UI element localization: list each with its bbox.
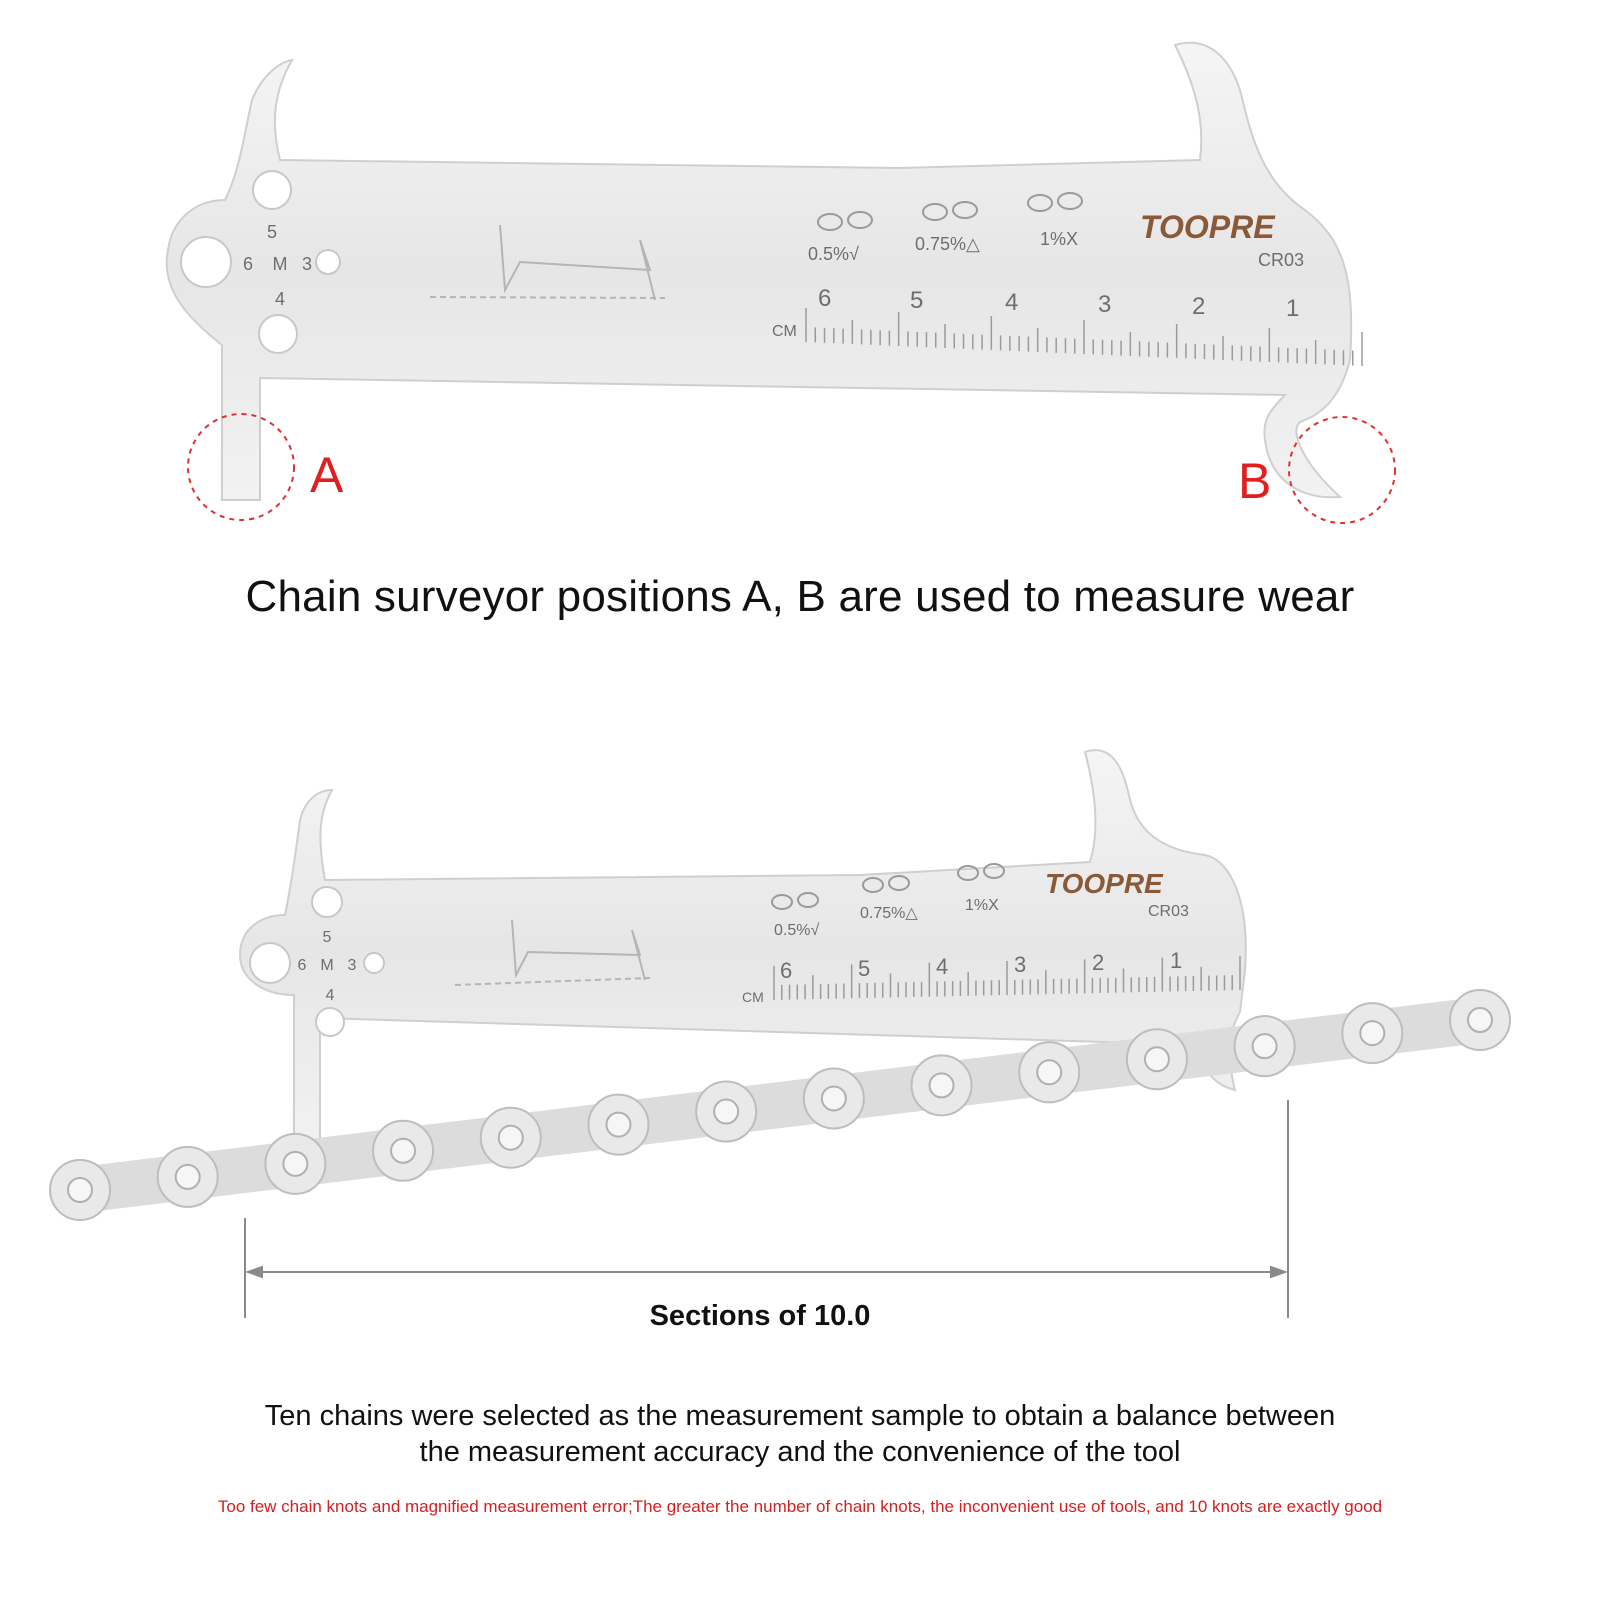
marker-label-a: A [310,447,344,503]
scale-number-bottom-5: 5 [858,956,871,981]
chain-pin [1037,1060,1061,1084]
unit-label-bottom: CM [742,989,764,1005]
chain-pin [499,1126,523,1150]
brand-logo-bottom: TOOPRE [1045,868,1163,899]
note-text: Too few chain knots and magnified measurement error;The greater the number of chain knots, the inconvenient use of tools, and 10 knots are exactly good [217,1497,1383,1516]
hole-label-top-3: 3 [301,254,313,274]
chain-pin [714,1100,738,1124]
chain-pin [1468,1008,1492,1032]
hole-label-top-m: M [272,254,288,274]
scale-number-top-2: 2 [1192,293,1206,320]
chain-pin [930,1073,954,1097]
chain-pin [822,1086,846,1110]
chain-pin [1145,1047,1169,1071]
chain-pin [1253,1034,1277,1058]
description-line-2: the measurement accuracy and the convenience of the tool [419,1436,1181,1468]
scale-number-bottom-4: 4 [936,954,949,979]
wear-level-top-3: 1%X [1040,229,1079,249]
model-label-top: CR03 [1258,250,1305,270]
scale-number-bottom-1: 1 [1170,948,1183,973]
wear-level-top-1: 0.5%√ [808,244,859,264]
wear-level-bottom-1: 0.5%√ [774,922,820,939]
unit-label-top: CM [772,323,797,340]
hole-label-bottom-6: 6 [297,957,307,974]
scale-number-bottom-3: 3 [1014,952,1027,977]
hole-label-bottom-4: 4 [325,987,335,1004]
hole-label-bottom-3: 3 [347,957,357,974]
model-label-bottom: CR03 [1148,903,1189,920]
measurement-label: Sections of 10.0 [649,1300,871,1332]
scale-number-top-5: 5 [910,287,924,314]
heading: Chain surveyor positions A, B are used to measure wear [245,572,1355,621]
chain-pin [283,1152,307,1176]
wear-level-bottom-2: 0.75%△ [860,905,918,922]
hole-label-top-5: 5 [266,222,278,242]
brand-logo-top: TOOPRE [1140,209,1275,245]
scale-number-top-1: 1 [1286,295,1300,322]
hole-label-top-4: 4 [274,289,286,309]
chain-pin [391,1139,415,1163]
scale-number-bottom-6: 6 [780,958,793,983]
hole-label-bottom-5: 5 [322,929,332,946]
hole-label-top-6: 6 [242,254,254,274]
hole-label-bottom-m: M [320,957,334,974]
wear-level-bottom-3: 1%X [965,897,999,914]
scale-number-bottom-2: 2 [1092,950,1105,975]
description-text [100,1398,1500,1470]
chain-pin [68,1178,92,1202]
chain-pin [606,1113,630,1137]
scale-number-top-3: 3 [1098,291,1112,318]
chain-pin [176,1165,200,1189]
wear-level-top-2: 0.75%△ [915,234,980,254]
scale-number-top-4: 4 [1005,289,1019,316]
chain-pin [1360,1021,1384,1045]
scale-number-top-6: 6 [818,285,832,312]
marker-label-b: B [1238,453,1272,509]
description-line-1: Ten chains were selected as the measurement sample to obtain a balance between [264,1400,1336,1432]
